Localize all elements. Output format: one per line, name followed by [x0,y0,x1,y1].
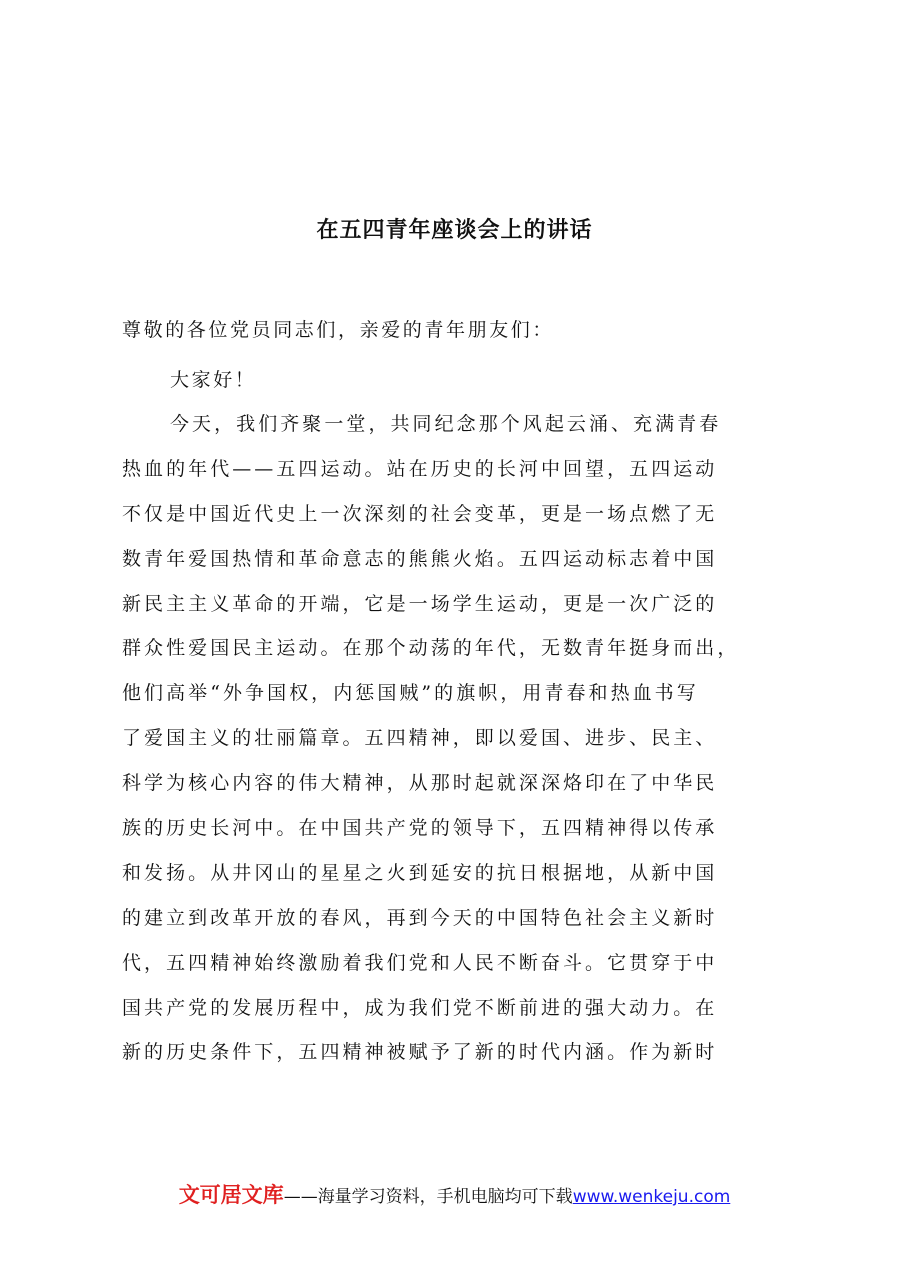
paragraph-line: 了爱国主义的壮丽篇章。五四精神，即以爱国、进步、民主、 [122,727,718,750]
footer-brand: 文可居文库 [178,1183,284,1207]
paragraph-line: 他们高举“外争国权，内惩国贼”的旗帜，用青春和热血书写 [122,682,699,705]
paragraph-line: 的建立到改革开放的春风，再到今天的中国特色社会主义新时 [122,906,718,929]
footer-website-link[interactable]: www.wenkeju.com [572,1187,731,1207]
paragraph-line: 和发扬。从井冈山的星星之火到延安的抗日根据地，从新中国 [122,861,718,884]
paragraph-line: 数青年爱国热情和革命意志的熊熊火焰。五四运动标志着中国 [122,547,718,570]
paragraph-line: 今天，我们齐聚一堂，共同纪念那个风起云涌、充满青春 [170,413,722,435]
paragraph-line: 科学为核心内容的伟大精神，从那时起就深深烙印在了中华民 [122,772,718,795]
paragraph-line: 国共产党的发展历程中，成为我们党不断前进的强大动力。在 [122,996,718,1019]
paragraph-line: 代，五四精神始终激励着我们党和人民不断奋斗。它贯穿于中 [122,951,718,974]
greeting-text: 大家好！ [170,369,257,391]
paragraph-line: 群众性爱国民主运动。在那个动荡的年代，无数青年挺身而出， [122,637,740,660]
body-paragraph [122,402,812,1075]
paragraph-line: 新的历史条件下，五四精神被赋予了新的时代内涵。作为新时 [122,1041,718,1064]
salutation-text: 尊敬的各位党员同志们，亲爱的青年朋友们： [122,319,555,341]
paragraph-line: 族的历史长河中。在中国共产党的领导下，五四精神得以传承 [122,817,718,840]
document-title: 在五四青年座谈会上的讲话 [316,217,593,243]
footer-banner [0,1180,909,1212]
footer-slogan: ——海量学习资料，手机电脑均可下载 [283,1187,573,1207]
paragraph-line: 不仅是中国近代史上一次深刻的社会变革，更是一场点燃了无 [122,502,718,525]
paragraph-line: 热血的年代——五四运动。站在历史的长河中回望，五四运动 [122,457,718,480]
paragraph-line: 新民主主义革命的开端，它是一场学生运动，更是一次广泛的 [122,592,718,615]
